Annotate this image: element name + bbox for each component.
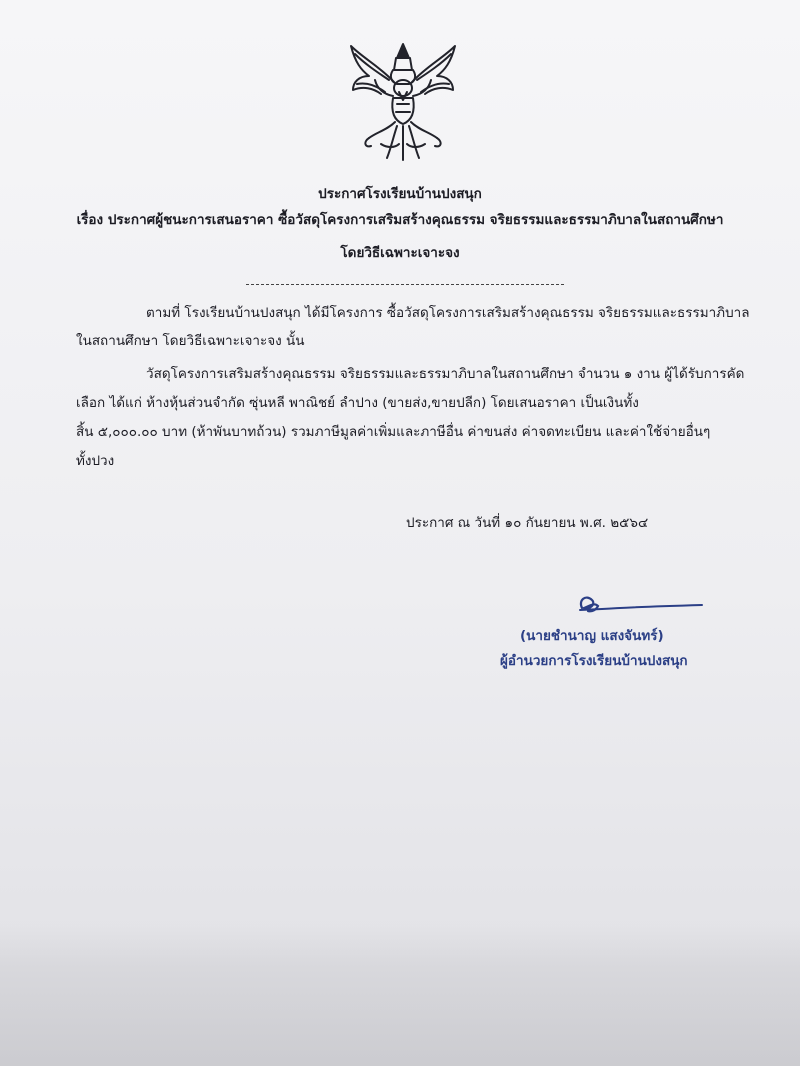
handwritten-signature [572, 592, 704, 616]
document-subject: เรื่อง ประกาศผู้ชนะการเสนอราคา ซื้อวัสดุโครงการเสริมสร้างคุณธรรม จริยธรรมและธรรมาภิบาลในสถานศึกษา [76, 212, 724, 228]
separator-line [246, 284, 564, 285]
body-paragraph-1-line-1: ตามที่ โรงเรียนบ้านปงสนุก ได้มีโครงการ ซื้อวัสดุโครงการเสริมสร้างคุณธรรม จริยธรรมและธรรมาภิบาล [146, 305, 750, 321]
body-paragraph-2-line-2: เลือก ได้แก่ ห้างหุ้นส่วนจำกัด ซุ่นหลี พาณิชย์ ลำปาง (ขายส่ง,ขายปลีก) โดยเสนอราคา เป็นเงินทั้ง [76, 395, 639, 411]
body-paragraph-2-line-1: วัสดุโครงการเสริมสร้างคุณธรรม จริยธรรมและธรรมาภิบาลในสถานศึกษา จำนวน ๑ งาน ผู้ได้รับการคัด [146, 366, 745, 382]
document-title: ประกาศโรงเรียนบ้านปงสนุก [318, 186, 482, 202]
paper-shadow [0, 925, 800, 1066]
garuda-emblem-icon [347, 40, 459, 162]
announcement-date: ประกาศ ณ วันที่ ๑๐ กันยายน พ.ศ. ๒๕๖๔ [406, 515, 649, 531]
body-paragraph-2-line-4: ทั้งปวง [76, 453, 115, 469]
body-paragraph-1-line-2: ในสถานศึกษา โดยวิธีเฉพาะเจาะจง นั้น [76, 333, 305, 349]
signatory-position: ผู้อำนวยการโรงเรียนบ้านปงสนุก [500, 653, 688, 669]
signatory-name: (นายชำนาญ แสงจันทร์) [520, 628, 664, 644]
document-method: โดยวิธีเฉพาะเจาะจง [340, 245, 460, 261]
body-paragraph-2-line-3: สิ้น ๕,๐๐๐.๐๐ บาท (ห้าพันบาทถ้วน) รวมภาษีมูลค่าเพิ่มและภาษีอื่น ค่าขนส่ง ค่าจดทะเบียน และค่าใช้จ่ายอื่นๆ [76, 424, 711, 440]
